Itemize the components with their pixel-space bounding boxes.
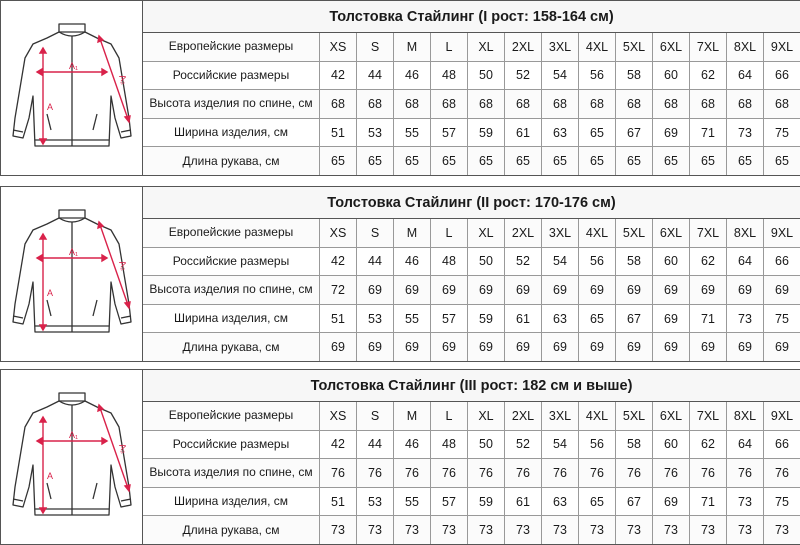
table-cell: 6XL bbox=[653, 33, 690, 61]
table-cell: 76 bbox=[616, 459, 653, 487]
table-cell: 68 bbox=[542, 90, 579, 118]
table-cell: L bbox=[431, 219, 468, 247]
jacket-cuff-left bbox=[13, 499, 23, 501]
row-label: Европейские размеры bbox=[143, 402, 320, 430]
table-cell: 58 bbox=[616, 62, 653, 90]
table-cell: XL bbox=[468, 219, 505, 247]
table-cell: 76 bbox=[764, 459, 800, 487]
table-cell: 9XL bbox=[764, 219, 800, 247]
table-cell: 69 bbox=[616, 276, 653, 304]
table-cell: 69 bbox=[357, 333, 394, 361]
jacket-cuff-right bbox=[121, 316, 131, 318]
table-cell: 51 bbox=[320, 305, 357, 333]
table-cell: 65 bbox=[579, 147, 616, 175]
jacket-pocket-left bbox=[47, 300, 51, 316]
table-cell: 69 bbox=[579, 333, 616, 361]
table-cell: 76 bbox=[542, 459, 579, 487]
table-cell: 66 bbox=[775, 437, 789, 452]
table-cell: 52 bbox=[505, 62, 542, 90]
table-cell: 69 bbox=[468, 276, 505, 304]
size-table-3 bbox=[143, 370, 800, 544]
label-a2: A₂ bbox=[116, 442, 130, 455]
table-cell: 53 bbox=[357, 488, 394, 516]
table-cell: 69 bbox=[727, 333, 764, 361]
table-cell: 5XL bbox=[616, 402, 653, 430]
table-cell: 68 bbox=[505, 90, 542, 118]
table-cell: 73 bbox=[542, 516, 579, 544]
table-cell: 69 bbox=[653, 488, 690, 516]
table-cell: 75 bbox=[775, 494, 789, 509]
table-cell: 50 bbox=[468, 431, 505, 459]
row-label: Высота изделия по спине, см bbox=[143, 90, 320, 118]
table-cell: 65 bbox=[468, 147, 505, 175]
table-cell: 2XL bbox=[505, 33, 542, 61]
table-cell: 60 bbox=[653, 431, 690, 459]
label-a1: A₁ bbox=[68, 247, 78, 257]
table-cell: 76 bbox=[505, 459, 542, 487]
table-cell: M bbox=[394, 402, 431, 430]
table-cell: L bbox=[431, 402, 468, 430]
label-a: A bbox=[46, 102, 53, 112]
table-cell: 69 bbox=[468, 333, 505, 361]
table-cell: 67 bbox=[616, 119, 653, 147]
table-row bbox=[143, 459, 800, 488]
table-cell: 6XL bbox=[653, 219, 690, 247]
table-row bbox=[143, 488, 800, 517]
table-cell: XS bbox=[320, 219, 357, 247]
row-label: Ширина изделия, см bbox=[143, 305, 320, 333]
table-cell: 75 bbox=[775, 311, 789, 326]
row-label: Ширина изделия, см bbox=[143, 488, 320, 516]
table-cell: 65 bbox=[616, 147, 653, 175]
table-cell: 73 bbox=[727, 119, 764, 147]
table-cell: 68 bbox=[394, 90, 431, 118]
table-cell: 58 bbox=[616, 248, 653, 276]
label-a2: A₂ bbox=[116, 259, 130, 272]
table-cell: 65 bbox=[320, 147, 357, 175]
row-label: Высота изделия по спине, см bbox=[143, 276, 320, 304]
table-cell: 73 bbox=[727, 305, 764, 333]
table-cell: 3XL bbox=[542, 33, 579, 61]
table-cell: 57 bbox=[431, 488, 468, 516]
label-a: A bbox=[46, 471, 53, 481]
table-cell: 69 bbox=[542, 333, 579, 361]
table-cell: 72 bbox=[320, 276, 357, 304]
jacket-measurement-diagram bbox=[0, 370, 143, 544]
table-cell: 65 bbox=[431, 147, 468, 175]
table-cell: S bbox=[357, 33, 394, 61]
jacket-pocket-right bbox=[93, 483, 97, 499]
table-cell: 75 bbox=[775, 125, 789, 140]
table-cell: 4XL bbox=[579, 219, 616, 247]
size-chart-block-3 bbox=[0, 369, 800, 545]
table-cell: 62 bbox=[690, 62, 727, 90]
table-cell: XL bbox=[468, 33, 505, 61]
row-label: Ширина изделия, см bbox=[143, 119, 320, 147]
table-cell: 76 bbox=[727, 459, 764, 487]
table-cell: 65 bbox=[505, 147, 542, 175]
table-cell: 51 bbox=[320, 119, 357, 147]
table-cell: 69 bbox=[320, 333, 357, 361]
table-cell: 69 bbox=[653, 305, 690, 333]
label-a2: A₂ bbox=[116, 73, 130, 86]
table-cell: 65 bbox=[727, 147, 764, 175]
table-cell: 48 bbox=[431, 62, 468, 90]
size-chart-block-1 bbox=[0, 0, 800, 176]
table-cell: 3XL bbox=[542, 219, 579, 247]
table-cell: 65 bbox=[764, 147, 800, 175]
table-cell: 5XL bbox=[616, 219, 653, 247]
table-cell: 69 bbox=[616, 333, 653, 361]
table-title: Толстовка Стайлинг (I рост: 158-164 см) bbox=[143, 1, 800, 33]
table-cell: 73 bbox=[616, 516, 653, 544]
table-cell: 58 bbox=[616, 431, 653, 459]
table-cell: 59 bbox=[468, 488, 505, 516]
jacket-pocket-left bbox=[47, 114, 51, 130]
table-cell: 68 bbox=[579, 90, 616, 118]
table-cell: 42 bbox=[320, 248, 357, 276]
table-cell: 65 bbox=[542, 147, 579, 175]
table-cell: 66 bbox=[775, 68, 789, 83]
table-cell: 2XL bbox=[505, 219, 542, 247]
table-cell: 71 bbox=[690, 119, 727, 147]
table-cell: 69 bbox=[505, 276, 542, 304]
jacket-cuff-right bbox=[121, 130, 131, 132]
table-cell: 76 bbox=[394, 459, 431, 487]
jacket-cuff-left bbox=[13, 316, 23, 318]
table-cell: 61 bbox=[505, 488, 542, 516]
table-cell: 73 bbox=[727, 516, 764, 544]
table-cell: 68 bbox=[727, 90, 764, 118]
jacket-collar bbox=[59, 393, 85, 405]
row-label: Российские размеры bbox=[143, 248, 320, 276]
table-cell: 5XL bbox=[616, 33, 653, 61]
table-cell: 73 bbox=[690, 516, 727, 544]
row-label: Длина рукава, см bbox=[143, 147, 320, 175]
table-cell: 57 bbox=[431, 119, 468, 147]
table-cell: 54 bbox=[542, 248, 579, 276]
table-cell: 54 bbox=[542, 62, 579, 90]
table-cell: 62 bbox=[690, 248, 727, 276]
jacket-pocket-right bbox=[93, 114, 97, 130]
label-a1: A₁ bbox=[68, 430, 78, 440]
table-cell: 69 bbox=[394, 333, 431, 361]
table-cell: 69 bbox=[764, 276, 800, 304]
table-cell: 76 bbox=[653, 459, 690, 487]
table-cell: M bbox=[394, 219, 431, 247]
jacket-measurement-diagram bbox=[0, 1, 143, 175]
size-table-2 bbox=[143, 187, 800, 361]
table-cell: 7XL bbox=[690, 219, 727, 247]
table-cell: 69 bbox=[653, 276, 690, 304]
table-cell: 69 bbox=[690, 333, 727, 361]
jacket-illustration bbox=[7, 18, 137, 158]
table-row bbox=[143, 147, 800, 175]
table-row bbox=[143, 516, 800, 544]
table-cell: 53 bbox=[357, 119, 394, 147]
table-cell: 71 bbox=[690, 488, 727, 516]
table-row bbox=[143, 33, 800, 62]
table-cell: 73 bbox=[727, 488, 764, 516]
table-cell: 59 bbox=[468, 305, 505, 333]
table-cell: 69 bbox=[505, 333, 542, 361]
label-a1: A₁ bbox=[68, 61, 78, 71]
table-cell: 68 bbox=[320, 90, 357, 118]
table-cell: 63 bbox=[542, 488, 579, 516]
table-cell: 73 bbox=[320, 516, 357, 544]
table-cell: 73 bbox=[394, 516, 431, 544]
table-cell: 56 bbox=[579, 431, 616, 459]
table-cell: 48 bbox=[431, 431, 468, 459]
table-cell: 71 bbox=[690, 305, 727, 333]
table-cell: 55 bbox=[394, 305, 431, 333]
table-cell: 73 bbox=[468, 516, 505, 544]
table-cell: XS bbox=[320, 402, 357, 430]
table-cell: 69 bbox=[653, 119, 690, 147]
table-cell: 68 bbox=[764, 90, 800, 118]
jacket-pocket-right bbox=[93, 300, 97, 316]
table-cell: XS bbox=[320, 33, 357, 61]
size-chart-block-2 bbox=[0, 186, 800, 362]
table-cell: 59 bbox=[468, 119, 505, 147]
table-cell: 52 bbox=[505, 431, 542, 459]
table-cell: 52 bbox=[505, 248, 542, 276]
table-row bbox=[143, 248, 800, 277]
table-cell: S bbox=[357, 219, 394, 247]
row-label: Российские размеры bbox=[143, 431, 320, 459]
table-cell: 69 bbox=[542, 276, 579, 304]
table-cell: 7XL bbox=[690, 33, 727, 61]
table-cell: 67 bbox=[616, 488, 653, 516]
size-table-1 bbox=[143, 1, 800, 175]
table-cell: 4XL bbox=[579, 402, 616, 430]
table-cell: 76 bbox=[320, 459, 357, 487]
jacket-pocket-left bbox=[47, 483, 51, 499]
table-row bbox=[143, 119, 800, 148]
table-cell: 55 bbox=[394, 488, 431, 516]
table-cell: 60 bbox=[653, 62, 690, 90]
row-label: Длина рукава, см bbox=[143, 516, 320, 544]
table-cell: 69 bbox=[727, 276, 764, 304]
table-title: Толстовка Стайлинг (III рост: 182 см и выше) bbox=[143, 370, 800, 402]
table-cell: 68 bbox=[431, 90, 468, 118]
table-cell: 76 bbox=[468, 459, 505, 487]
table-cell: 65 bbox=[357, 147, 394, 175]
table-cell: 76 bbox=[431, 459, 468, 487]
table-cell: 56 bbox=[579, 62, 616, 90]
table-cell: 68 bbox=[357, 90, 394, 118]
table-cell: 9XL bbox=[764, 402, 800, 430]
table-cell: 44 bbox=[357, 431, 394, 459]
table-cell: 7XL bbox=[690, 402, 727, 430]
table-cell: 69 bbox=[357, 276, 394, 304]
table-row bbox=[143, 276, 800, 305]
table-row bbox=[143, 90, 800, 119]
table-cell: 67 bbox=[616, 305, 653, 333]
row-label: Европейские размеры bbox=[143, 33, 320, 61]
table-cell: 3XL bbox=[542, 402, 579, 430]
table-title: Толстовка Стайлинг (II рост: 170-176 см) bbox=[143, 187, 800, 219]
table-cell: 73 bbox=[357, 516, 394, 544]
table-cell: 73 bbox=[505, 516, 542, 544]
table-cell: 9XL bbox=[764, 33, 800, 61]
table-cell: 61 bbox=[505, 119, 542, 147]
table-cell: 69 bbox=[431, 276, 468, 304]
table-cell: 62 bbox=[690, 431, 727, 459]
table-cell: 73 bbox=[579, 516, 616, 544]
table-cell: 66 bbox=[775, 254, 789, 269]
table-cell: 68 bbox=[468, 90, 505, 118]
table-cell: 76 bbox=[357, 459, 394, 487]
row-label: Длина рукава, см bbox=[143, 333, 320, 361]
table-cell: 60 bbox=[653, 248, 690, 276]
table-cell: 64 bbox=[727, 62, 764, 90]
table-cell: 63 bbox=[542, 119, 579, 147]
table-cell: 64 bbox=[727, 248, 764, 276]
table-cell: 73 bbox=[653, 516, 690, 544]
row-label: Высота изделия по спине, см bbox=[143, 459, 320, 487]
table-row bbox=[143, 305, 800, 334]
table-cell: 63 bbox=[542, 305, 579, 333]
table-cell: 44 bbox=[357, 248, 394, 276]
table-cell: 51 bbox=[320, 488, 357, 516]
table-cell: 69 bbox=[653, 333, 690, 361]
table-cell: 68 bbox=[690, 90, 727, 118]
table-cell: 46 bbox=[394, 431, 431, 459]
table-cell: 42 bbox=[320, 431, 357, 459]
table-cell: 8XL bbox=[727, 402, 764, 430]
table-cell: 46 bbox=[394, 248, 431, 276]
jacket-collar bbox=[59, 210, 85, 222]
table-cell: 68 bbox=[616, 90, 653, 118]
table-row bbox=[143, 62, 800, 91]
table-cell: 69 bbox=[764, 333, 800, 361]
table-cell: 73 bbox=[431, 516, 468, 544]
table-cell: 69 bbox=[394, 276, 431, 304]
table-cell: 53 bbox=[357, 305, 394, 333]
table-cell: L bbox=[431, 33, 468, 61]
table-cell: 46 bbox=[394, 62, 431, 90]
table-row bbox=[143, 219, 800, 248]
table-cell: 50 bbox=[468, 248, 505, 276]
table-cell: 69 bbox=[579, 276, 616, 304]
table-cell: 55 bbox=[394, 119, 431, 147]
table-row bbox=[143, 333, 800, 361]
table-cell: 6XL bbox=[653, 402, 690, 430]
table-cell: S bbox=[357, 402, 394, 430]
row-label: Европейские размеры bbox=[143, 219, 320, 247]
table-row bbox=[143, 402, 800, 431]
table-cell: 54 bbox=[542, 431, 579, 459]
table-cell: 65 bbox=[690, 147, 727, 175]
table-row bbox=[143, 431, 800, 460]
jacket-cuff-right bbox=[121, 499, 131, 501]
table-cell: 8XL bbox=[727, 33, 764, 61]
table-cell: 65 bbox=[579, 305, 616, 333]
table-cell: 57 bbox=[431, 305, 468, 333]
jacket-collar bbox=[59, 24, 85, 36]
jacket-illustration bbox=[7, 387, 137, 527]
table-cell: 64 bbox=[727, 431, 764, 459]
table-cell: 50 bbox=[468, 62, 505, 90]
table-cell: 44 bbox=[357, 62, 394, 90]
table-cell: 65 bbox=[579, 119, 616, 147]
table-cell: XL bbox=[468, 402, 505, 430]
table-cell: 68 bbox=[653, 90, 690, 118]
table-cell: 76 bbox=[579, 459, 616, 487]
table-cell: 48 bbox=[431, 248, 468, 276]
row-label: Российские размеры bbox=[143, 62, 320, 90]
table-cell: 65 bbox=[394, 147, 431, 175]
table-cell: 69 bbox=[431, 333, 468, 361]
label-a: A bbox=[46, 288, 53, 298]
table-cell: 65 bbox=[579, 488, 616, 516]
table-cell: 2XL bbox=[505, 402, 542, 430]
table-cell: 65 bbox=[653, 147, 690, 175]
jacket-illustration bbox=[7, 204, 137, 344]
jacket-measurement-diagram bbox=[0, 187, 143, 361]
table-cell: M bbox=[394, 33, 431, 61]
table-cell: 4XL bbox=[579, 33, 616, 61]
table-cell: 42 bbox=[320, 62, 357, 90]
table-cell: 69 bbox=[690, 276, 727, 304]
table-cell: 56 bbox=[579, 248, 616, 276]
table-cell: 76 bbox=[690, 459, 727, 487]
jacket-cuff-left bbox=[13, 130, 23, 132]
table-cell: 8XL bbox=[727, 219, 764, 247]
table-cell: 61 bbox=[505, 305, 542, 333]
table-cell: 73 bbox=[764, 516, 800, 544]
